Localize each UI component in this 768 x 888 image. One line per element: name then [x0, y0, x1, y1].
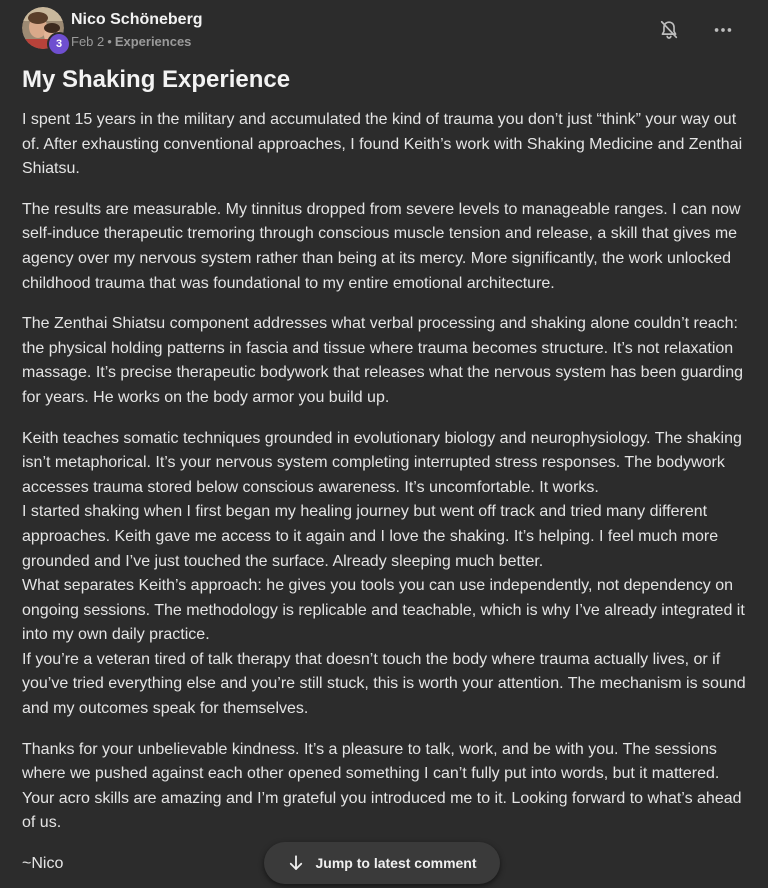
jump-to-latest-comment-button[interactable]: [264, 842, 500, 884]
more-options-button[interactable]: [712, 19, 734, 41]
avatar[interactable]: [22, 7, 64, 49]
post-paragraph: I started shaking when I first began my healing journey but went off track and tried many different approaches. Keith gave me access to it again and I love the shaking. It’s helping. I feel much more grounded and I’ve just touched the surface. Already sleeping much better.: [22, 503, 719, 570]
post-header: [22, 7, 746, 55]
bell-off-icon: [658, 19, 680, 41]
meta-separator: •: [107, 34, 112, 49]
post-signature: ~Nico: [22, 855, 64, 873]
notification-toggle-button[interactable]: [658, 19, 680, 41]
post-paragraph: Thanks for your unbelievable kindness. It’s a pleasure to talk, work, and be with you. The sessions where we pushed against each other opened something I can’t fully put into words, but it mattered. Your acro skills are amazing and I’m grateful you introduced me to it. Looking forward to what’s ahead of us.: [22, 740, 742, 832]
post-title: My Shaking Experience: [22, 66, 291, 93]
post-meta: [71, 34, 191, 49]
post-paragraph: Keith teaches somatic techniques grounded in evolutionary biology and neurophysiology. The shaking isn’t metaphorical. It’s your nervous system completing interrupted stress responses. The bodywork accesses trauma stored below conscious awareness. It’s uncomfortable. It works.: [22, 429, 742, 496]
post-paragraph: What separates Keith’s approach: he gives you tools you can use independently, not dependency on ongoing sessions. The methodology is replicable and teachable, which is why I’ve already integrated it into my own daily practice.: [22, 577, 745, 644]
level-badge: 3: [47, 32, 71, 56]
arrow-down-icon: [287, 854, 305, 872]
author-name[interactable]: Nico Schöneberg: [71, 11, 203, 28]
post-paragraph: The Zenthai Shiatsu component addresses what verbal processing and shaking alone couldn’t reach: the physical holding patterns in fascia and tissue where trauma becomes structure. It’s not relaxation massage. It’s precise therapeutic bodywork that releases what the nervous system has been guarding for years. He works on the body armor you build up.: [22, 315, 743, 406]
post-category[interactable]: Experiences: [114, 34, 192, 49]
post-date: Feb 2: [71, 34, 105, 49]
post-paragraph: I spent 15 years in the military and accumulated the kind of trauma you don’t just “think” your way out of. After exhausting conventional approaches, I found Keith’s work with Shaking Medicine and Zenthai Shiatsu.: [22, 111, 743, 178]
post-paragraph: The results are measurable. My tinnitus dropped from severe levels to manageable ranges. I can now self-induce therapeutic tremoring through conscious muscle tension and release, a skill that gives me agency over my nervous system rather than being at its mercy. More significantly, the work unlocked childhood trauma that was foundational to my entire emotional architecture.: [22, 200, 741, 292]
post-body: [22, 108, 752, 877]
jump-button-label: Jump to latest comment: [315, 855, 477, 871]
post-paragraph: If you’re a veteran tired of talk therapy that doesn’t touch the body where trauma actually lives, or if you’ve tried everything else and you’re still stuck, this is worth your attention. The mechanism is sound and my outcomes speak for themselves.: [22, 650, 746, 718]
more-horizontal-icon: [712, 19, 734, 41]
